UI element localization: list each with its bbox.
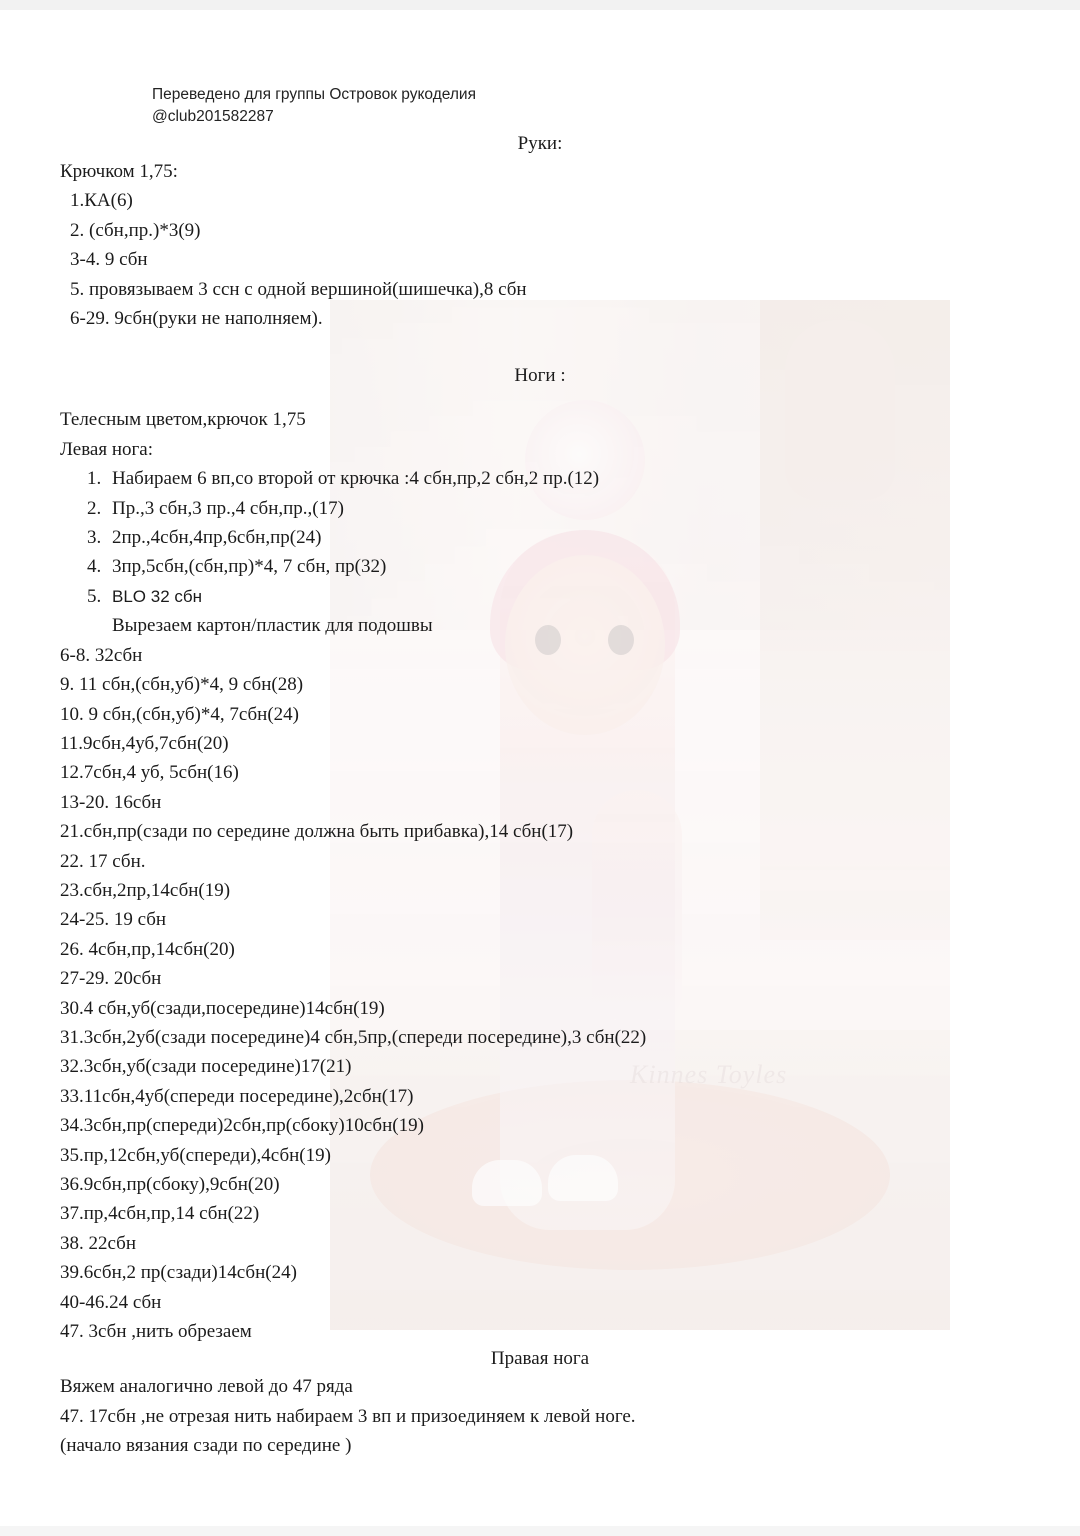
spacer (60, 333, 1020, 363)
legs-row: 31.3сбн,2уб(сзади посередине)4 сбн,5пр,(спереди посередине),3 сбн(22) (60, 1026, 647, 1048)
legs-row: 32.3сбн,уб(сзади посередине)17(21) (60, 1056, 352, 1078)
legs-row: 36.9сбн,пр(сбоку),9сбн(20) (60, 1174, 280, 1195)
legs-row: 22. 17 сбн. (60, 850, 146, 872)
translation-credit-line1: Переведено для группы Островок рукоделия (152, 86, 476, 103)
legs-row: 30.4 сбн,уб(сзади,посередине)14сбн(19) (60, 997, 385, 1019)
translation-credit (152, 84, 476, 128)
legs-row-subnote: Вырезаем картон/пластик для подошвы (112, 615, 433, 637)
arms-row: 6-29. 9сбн(руки не наполняем). (70, 308, 323, 330)
legs-row: 35.пр,12сбн,уб(спереди),4сбн(19) (60, 1144, 331, 1166)
legs-numbered-rows (60, 464, 1020, 640)
legs-row-text: BLO 32 сбн (112, 586, 202, 606)
legs-left-title: Левая нога: (60, 438, 154, 460)
legs-row-text: Набираем 6 вп,со второй от крючка :4 сбн,пр,2 сбн,2 пр.(12) (112, 468, 600, 490)
legs-row-text: Пр.,3 сбн,3 пр.,4 сбн,пр.,(17) (112, 497, 344, 519)
legs-row: 39.6сбн,2 пр(сзади)14сбн(24) (60, 1262, 297, 1284)
legs-row: 34.3сбн,пр(спереди)2сбн,пр(сбоку)10сбн(19) (60, 1115, 424, 1137)
list-item (106, 582, 1020, 641)
legs-color-and-hook: Телесным цветом,крючок 1,75 (60, 409, 306, 431)
list-item (106, 464, 1020, 493)
legs-row: 6-8. 32сбн (60, 644, 143, 666)
arms-row: 5. провязываем 3 ссн с одной вершиной(шишечка),8 сбн (70, 278, 527, 300)
right-leg-row: (начало вязания сзади по середине ) (60, 1435, 352, 1457)
legs-row: 23.сбн,2пр,14сбн(19) (60, 879, 231, 901)
right-leg-row: Вяжем аналогично левой до 47 ряда (60, 1376, 353, 1398)
section-title-arms: Руки: (517, 133, 563, 154)
arms-row: 2. (сбн,пр.)*3(9) (70, 219, 201, 241)
section-title-right-leg: Правая нога (490, 1348, 590, 1370)
legs-row: 21.сбн,пр(сзади по середине должна быть прибавка),14 сбн(17) (60, 821, 574, 843)
legs-row: 11.9сбн,4уб,7сбн(20) (60, 732, 229, 754)
legs-row: 38. 22сбн (60, 1232, 136, 1254)
arms-hook-size: Крючком 1,75: (60, 161, 178, 182)
list-item (106, 552, 1020, 581)
legs-row: 40-46.24 сбн (60, 1291, 162, 1313)
list-item (106, 494, 1020, 523)
arms-row: 1.КА(6) (70, 190, 133, 212)
legs-row-text: 3пр,5сбн,(сбн,пр)*4, 7 сбн, пр(32) (112, 556, 387, 578)
arms-row: 3-4. 9 сбн (70, 249, 148, 271)
legs-row-text: 2пр.,4сбн,4пр,6сбн,пр(24) (112, 527, 322, 549)
translation-credit-line2: @club201582287 (152, 108, 274, 125)
legs-row: 26. 4сбн,пр,14сбн(20) (60, 938, 235, 960)
legs-row: 12.7сбн,4 уб, 5сбн(16) (60, 762, 239, 784)
legs-row: 33.11сбн,4уб(спереди посередине),2сбн(17) (60, 1085, 414, 1107)
legs-row: 24-25. 19 сбн (60, 909, 167, 931)
legs-row: 13-20. 16сбн (60, 791, 162, 813)
legs-row: 37.пр,4сбн,пр,14 сбн(22) (60, 1203, 260, 1225)
right-leg-row: 47. 17сбн ,не отрезая нить набираем 3 вп и призоединяем к левой ноге. (60, 1405, 636, 1427)
legs-row: 10. 9 сбн,(сбн,уб)*4, 7сбн(24) (60, 703, 299, 725)
legs-row: 47. 3сбн ,нить обрезаем (60, 1321, 252, 1343)
legs-row: 27-29. 20сбн (60, 968, 162, 990)
legs-row: 9. 11 сбн,(сбн,уб)*4, 9 сбн(28) (60, 674, 304, 696)
spacer (60, 389, 1020, 405)
photo-signature-text: Kinnes Toyles (630, 1060, 788, 1089)
section-title-legs: Ноги : (514, 365, 566, 387)
list-item (106, 523, 1020, 552)
pattern-body (60, 131, 1020, 1461)
